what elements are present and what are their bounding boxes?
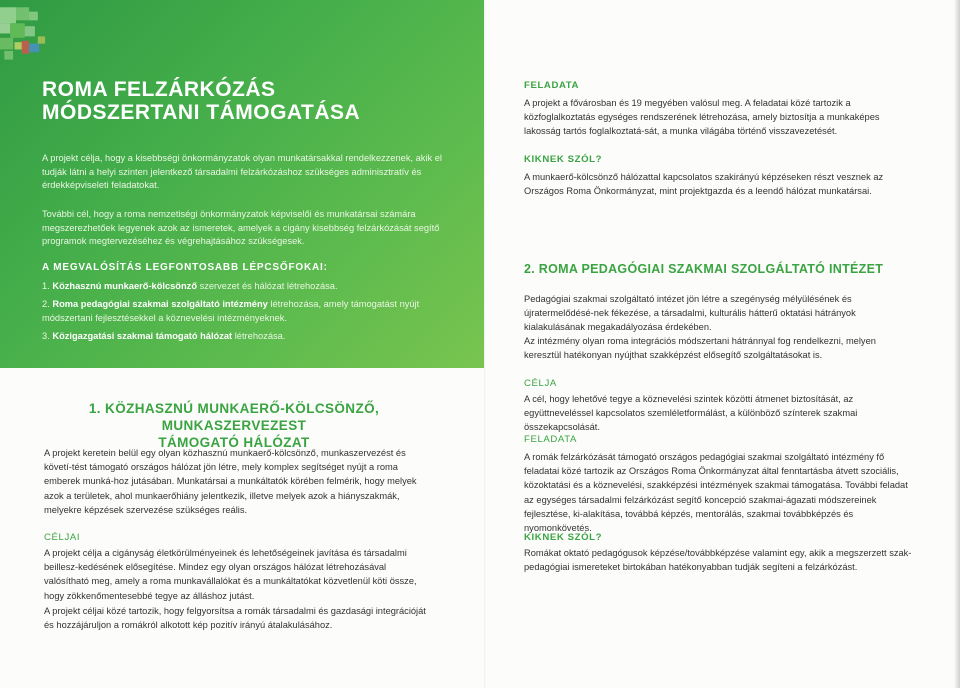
step-bold-text: Közigazgatási szakmai támogató hálózat	[52, 331, 233, 341]
goal-text-right: A cél, hogy lehetővé tegye a köznevelési szintek közötti átmenet biztosítását, az együttneveléssel kapcsolatos szemléletformálást, a különböző színterek szakmai összekapcsolását.	[524, 394, 858, 433]
green-panel	[0, 0, 484, 368]
step-number: 2.	[42, 299, 50, 309]
intro-paragraph-2: További cél, hogy a roma nemzetiségi önkormányzatok képviselői és munkatársai számára megszerezhetőek legyenek azok az ismeretek, amelyek a cigány kisebbség felzárkózását segítő programok megtervezéséhez és végrehajtásához szükségesek.	[42, 209, 440, 246]
goals-paragraph-2: A projekt céljai közé tartozik, hogy felgyorsítsa a romák társadalmi és gazdasági integrációját és hozzájáruljon a romákról alkotott kép pozitív irányú átalakulásához.	[44, 606, 426, 631]
section-1-intro: A projekt keretein belül egy olyan közhasznú munkaerő-kölcsönző, munkaszervezést és követí-tést támogató országos hálózat jön létre, mely komplex segítséget nyújt a roma emberek munká-hoz jutásában. Munkatársai a munkáltatók körében felmérik, hogy melyek azok a területek, ahol munkaerőhiány jelentkezik, illetve melyek azok a hiányszakmák, melyekre képzések szervezése szükséges reális.	[44, 448, 417, 515]
decorative-squares-graphic	[0, 0, 80, 80]
task-text-right: A romák felzárkózását támogató országos pedagógiai szakmai szolgáltató intézmény fő feladatai közé tartozik az Országos Roma Önkormányzat által fenntartásba átvett szociális, közoktatási és a köznevelési, szakképzési intézmények szakmai támogatása. További feladat az egységes társadalmi felzárkózást segítő koncepció szakmai-ágazati módszereinek fejlesztése, ki-alakítása, továbbá képzés, mentorálás, szakmai továbbképzés és nyomonkövetés.	[524, 452, 908, 534]
goal-label-right: CÉLJA	[524, 378, 557, 389]
step-rest-text: szervezet és hálózat létrehozása.	[197, 281, 338, 291]
step-rest-text: létrehozása, amely támogatást nyújt módszertani fejlesztésekkel a köznevelési intézményeknek.	[42, 299, 420, 323]
section-1-heading-line1: 1. KÖZHASZNÚ MUNKAERŐ-KÖLCSÖNZŐ, MUNKASZERVEZEST	[88, 401, 380, 433]
section-2-heading: 2. ROMA PEDAGÓGIAI SZAKMAI SZOLGÁLTATÓ INTÉZET	[524, 262, 884, 276]
section-1-heading	[44, 400, 424, 451]
step-item-2	[42, 298, 442, 325]
steps-subheading: A MEGVALÓSÍTÁS LEGFONTOSABB LÉPCSŐFOKAI:	[42, 262, 328, 273]
task-text-top: A projekt a fővárosban és 19 megyében valósul meg. A feladatai közé tartozik a közfoglalkoztatás egységes rendszerének létrehozása, amely biztosítja a munkaképes lakosság tartós foglalkoztatá-sát, a munka világába történő visszavezetését.	[524, 98, 880, 137]
who-label-top: KIKNEK SZÓL?	[524, 154, 603, 165]
task-label-right: FELADATA	[524, 434, 577, 445]
who-label-right: KIKNEK SZÓL?	[524, 532, 603, 543]
goals-paragraph-1: A projekt célja a cigányság életkörülményeinek és lehetőségeinek javítása és társadalmi beillesz-kedésének elősegítése. Mindez egy olyan országos hálózat létrehozásával valósítható meg, amely a roma munkavállalókat és a munkáltatókat közvetlenül köti össze, hogy zökkenőmentesebbé tegye az álláshoz jutást.	[44, 548, 417, 601]
page-edge-shadow	[954, 0, 960, 688]
goals-label: CÉLJAI	[44, 532, 81, 543]
main-title	[42, 78, 360, 124]
step-item-1	[42, 280, 442, 294]
step-number: 1.	[42, 281, 50, 291]
step-rest-text: létrehozása.	[232, 331, 286, 341]
intro-paragraph-1: A projekt célja, hogy a kisebbségi önkormányzatok olyan munkatársakkal rendelkezzenek, akik el tudják látni a helyi szinten jelentkező társadalmi felzárkózáshoz szükséges adminisztratív és érdekképviseleti feladatokat.	[42, 153, 442, 190]
page-fold	[484, 0, 486, 688]
task-label-top: FELADATA	[524, 80, 580, 91]
main-title-line2: MÓDSZERTANI TÁMOGATÁSA	[42, 101, 361, 124]
section-1-heading-line2: TÁMOGATÓ HÁLÓZAT	[158, 435, 310, 450]
step-bold-text: Roma pedagógiai szakmai szolgáltató intézmény	[52, 299, 268, 309]
who-text-right: Romákat oktató pedagógusok képzése/továbbképzése valamint egy, akik a megszerzett szak-pedagógiai ismereteket birtokában hatékonyabban tudják segíteni a felzárkózást.	[524, 548, 912, 573]
step-item-3	[42, 330, 442, 344]
section-2-intro-1: Pedagógiai szakmai szolgáltató intézet jön létre a szegénység mélyülésének és újratermelődésé-nek fékezése, a társadalmi, kulturális hátterű oktatási hátrányok kialakulásának megakadályozása érdekében.	[524, 294, 856, 333]
step-number: 3.	[42, 331, 50, 341]
section-2-intro-2: Az intézmény olyan roma integrációs módszertani hátránnyal fog rendelkezni, melyen keresztül hatékonyan nyújthat szakképzést elősegítő szolgáltatásokat is.	[524, 336, 876, 361]
step-bold-text: Közhasznú munkaerő-kölcsönző	[52, 281, 197, 291]
who-text-top: A munkaerő-kölcsönző hálózattal kapcsolatos szakirányú képzéseken részt vesznek az Országos Roma Önkormányzat, mint projektgazda és a leendő hálózat munkatársai.	[524, 172, 884, 197]
main-title-line1: ROMA FELZÁRKÓZÁS	[42, 78, 276, 101]
